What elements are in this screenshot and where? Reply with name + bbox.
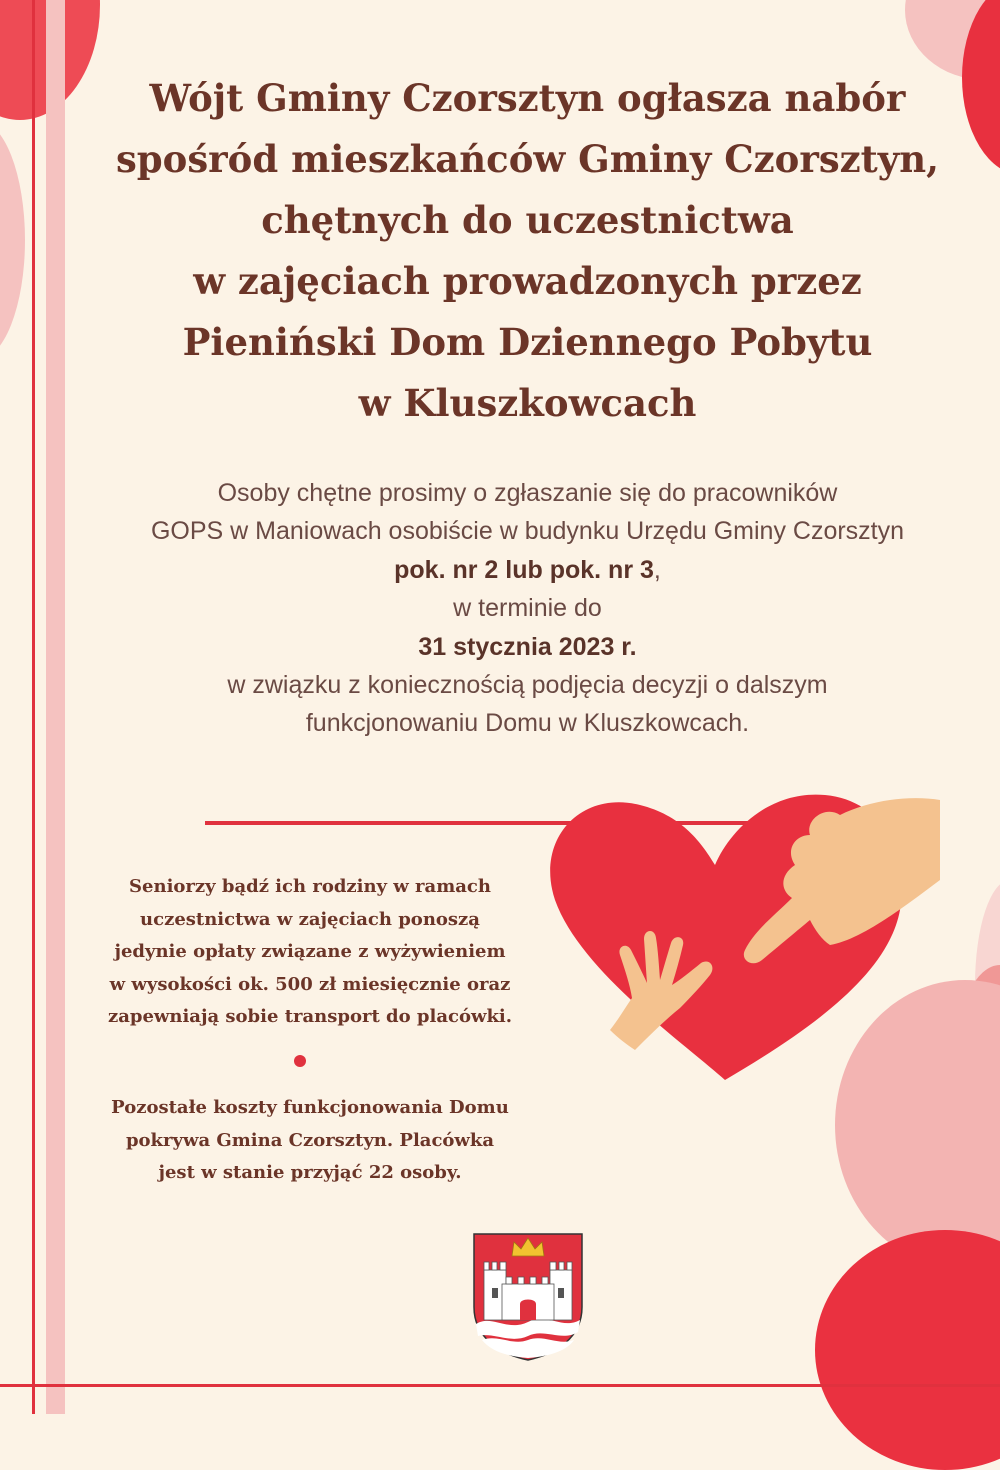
costs-note-line: jedynie opłaty związane z wyżywieniem [114,941,506,963]
rooms-text: pok. nr 2 lub pok. nr 3 [394,555,654,584]
castle-window-right [558,1288,564,1298]
rooms-line [60,551,995,589]
castle-window-left [492,1288,498,1298]
costs-note-line: w wysokości ok. 500 zł miesięcznie oraz [109,973,511,995]
costs-note-line: uczestnictwa w zajęciach ponoszą [140,908,480,930]
costs-note-line: Seniorzy bądź ich rodziny w ramach [129,876,491,897]
info-line: funkcjonowaniu Domu w Kluszkowcach. [305,709,750,738]
funding-note-line: pokrywa Gmina Czorsztyn. Placówka [125,1129,495,1151]
deadline-label: w terminie do [453,594,602,623]
title-line: Wójt Gminy Czorsztyn ogłasza nabór [149,76,906,120]
rooms-suffix: , [653,555,661,584]
heart-with-hands-illustration [540,780,950,1090]
decorative-circle-left-pink [0,120,25,360]
announcement-title [60,68,995,434]
frame-line-bottom [0,1384,1000,1387]
decorative-circle-bottom-right-red [815,1230,1000,1470]
info-line: Osoby chętne prosimy o zgłaszanie się do pracowników [217,479,838,507]
title-line: w Kluszkowcach [358,381,697,425]
title-line: w zajęciach prowadzonych przez [193,259,862,303]
title-line: chętnych do uczestnictwa [261,198,794,242]
title-line: spośród mieszkańców Gminy Czorsztyn, [115,137,940,181]
bullet-dot [294,1055,306,1067]
frame-line-left-red [32,0,35,1414]
info-line: w związku z koniecznością podjęcia decyzji o dalszym [227,671,828,700]
application-info [60,474,995,743]
funding-note-line: jest w stanie przyjąć 22 osoby. [158,1162,462,1184]
funding-note-line: Pozostałe koszty funkcjonowania Domu [111,1097,509,1118]
info-line: GOPS w Maniowach osobiście w budynku Urzędu Gminy Czorsztyn [150,517,905,546]
coat-of-arms [472,1232,584,1362]
costs-note [80,871,540,1034]
funding-note [80,1092,540,1190]
costs-note-line: zapewniają sobie transport do placówki. [107,1006,513,1028]
deadline-date: 31 stycznia 2023 r. [418,632,637,661]
castle-gate [520,1300,536,1321]
deadline-line [60,628,995,666]
title-line: Pieniński Dom Dziennego Pobytu [182,320,873,364]
